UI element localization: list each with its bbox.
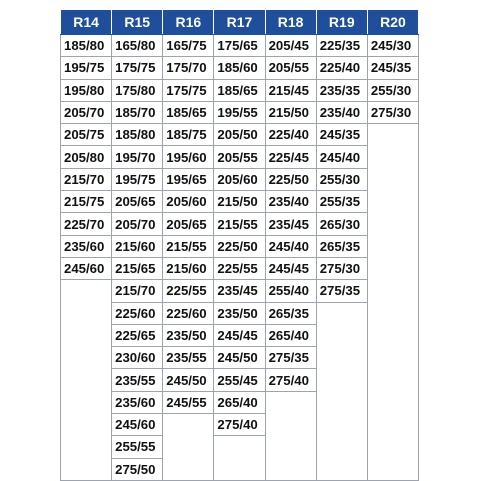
size-cell: 215/60	[163, 257, 214, 279]
size-cell: 275/40	[214, 414, 265, 436]
size-cell: 205/70	[112, 213, 163, 235]
header-r14: R14	[61, 10, 112, 35]
size-cell: 165/80	[112, 35, 163, 57]
empty-cell	[316, 458, 367, 480]
empty-cell	[163, 458, 214, 480]
size-cell: 185/60	[214, 57, 265, 79]
empty-cell	[61, 302, 112, 324]
table-row	[61, 369, 419, 391]
size-cell: 195/75	[61, 57, 112, 79]
size-cell: 205/65	[112, 191, 163, 213]
empty-cell	[367, 458, 418, 480]
size-cell: 255/30	[367, 79, 418, 101]
empty-cell	[367, 347, 418, 369]
header-row	[61, 10, 419, 35]
size-cell: 185/80	[61, 35, 112, 57]
empty-cell	[61, 391, 112, 413]
empty-cell	[316, 302, 367, 324]
size-cell: 255/35	[316, 191, 367, 213]
size-cell: 215/50	[265, 101, 316, 123]
size-cell: 205/60	[214, 168, 265, 190]
table-row	[61, 458, 419, 480]
header-r15: R15	[112, 10, 163, 35]
size-cell: 275/30	[316, 257, 367, 279]
size-cell: 245/60	[61, 257, 112, 279]
size-cell: 185/80	[112, 124, 163, 146]
size-cell: 195/60	[163, 146, 214, 168]
table-row	[61, 124, 419, 146]
empty-cell	[214, 458, 265, 480]
empty-cell	[265, 436, 316, 458]
empty-cell	[61, 436, 112, 458]
size-cell: 275/35	[316, 280, 367, 302]
header-r19: R19	[316, 10, 367, 35]
size-cell: 255/40	[265, 280, 316, 302]
table-row	[61, 101, 419, 123]
size-cell: 245/40	[316, 146, 367, 168]
size-cell: 195/65	[163, 168, 214, 190]
size-cell: 265/40	[265, 324, 316, 346]
size-cell: 245/35	[367, 57, 418, 79]
size-cell: 215/60	[112, 235, 163, 257]
empty-cell	[61, 458, 112, 480]
size-cell: 215/55	[214, 213, 265, 235]
empty-cell	[316, 347, 367, 369]
header-r16: R16	[163, 10, 214, 35]
size-cell: 255/55	[112, 436, 163, 458]
size-cell: 195/70	[112, 146, 163, 168]
size-cell: 235/35	[316, 79, 367, 101]
size-cell: 225/65	[112, 324, 163, 346]
size-cell: 175/70	[163, 57, 214, 79]
table-row	[61, 280, 419, 302]
size-cell: 245/40	[265, 235, 316, 257]
size-cell: 225/50	[265, 168, 316, 190]
size-cell: 205/55	[214, 146, 265, 168]
size-cell: 225/40	[265, 124, 316, 146]
empty-cell	[367, 168, 418, 190]
empty-cell	[316, 414, 367, 436]
size-cell: 265/35	[316, 235, 367, 257]
size-cell: 185/75	[163, 124, 214, 146]
empty-cell	[61, 280, 112, 302]
empty-cell	[61, 347, 112, 369]
size-cell: 205/80	[61, 146, 112, 168]
size-cell: 235/60	[61, 235, 112, 257]
size-cell: 175/80	[112, 79, 163, 101]
size-cell: 265/40	[214, 391, 265, 413]
empty-cell	[163, 414, 214, 436]
size-cell: 235/40	[316, 101, 367, 123]
size-cell: 215/75	[61, 191, 112, 213]
size-cell: 205/60	[163, 191, 214, 213]
size-cell: 225/55	[214, 257, 265, 279]
size-cell: 205/70	[61, 101, 112, 123]
size-cell: 235/40	[265, 191, 316, 213]
empty-cell	[367, 436, 418, 458]
empty-cell	[163, 436, 214, 458]
size-cell: 165/75	[163, 35, 214, 57]
size-cell: 235/50	[163, 324, 214, 346]
empty-cell	[265, 458, 316, 480]
table-row	[61, 57, 419, 79]
size-cell: 175/65	[214, 35, 265, 57]
size-cell: 225/60	[163, 302, 214, 324]
header-r20: R20	[367, 10, 418, 35]
table-row	[61, 436, 419, 458]
size-cell: 205/75	[61, 124, 112, 146]
empty-cell	[367, 324, 418, 346]
size-cell: 265/35	[265, 302, 316, 324]
table-row	[61, 235, 419, 257]
empty-cell	[214, 436, 265, 458]
size-cell: 225/40	[316, 57, 367, 79]
size-cell: 235/55	[112, 369, 163, 391]
size-cell: 245/45	[265, 257, 316, 279]
size-cell: 245/60	[112, 414, 163, 436]
empty-cell	[367, 391, 418, 413]
empty-cell	[367, 369, 418, 391]
empty-cell	[367, 146, 418, 168]
size-cell: 215/70	[112, 280, 163, 302]
size-cell: 275/30	[367, 101, 418, 123]
size-cell: 185/65	[214, 79, 265, 101]
empty-cell	[316, 391, 367, 413]
size-cell: 205/45	[265, 35, 316, 57]
size-cell: 230/60	[112, 347, 163, 369]
size-cell: 255/30	[316, 168, 367, 190]
table-row	[61, 324, 419, 346]
table-row	[61, 391, 419, 413]
empty-cell	[316, 324, 367, 346]
size-cell: 215/50	[214, 191, 265, 213]
size-cell: 235/45	[214, 280, 265, 302]
size-cell: 265/30	[316, 213, 367, 235]
size-cell: 275/40	[265, 369, 316, 391]
empty-cell	[61, 414, 112, 436]
table-row	[61, 191, 419, 213]
size-cell: 245/50	[163, 369, 214, 391]
size-cell: 215/45	[265, 79, 316, 101]
size-cell: 245/45	[214, 324, 265, 346]
empty-cell	[367, 191, 418, 213]
empty-cell	[367, 257, 418, 279]
empty-cell	[265, 414, 316, 436]
size-cell: 275/50	[112, 458, 163, 480]
size-cell: 235/50	[214, 302, 265, 324]
size-cell: 185/65	[163, 101, 214, 123]
size-cell: 205/55	[265, 57, 316, 79]
table-row	[61, 79, 419, 101]
size-cell: 225/50	[214, 235, 265, 257]
size-cell: 215/65	[112, 257, 163, 279]
empty-cell	[367, 414, 418, 436]
table-row	[61, 146, 419, 168]
size-cell: 245/50	[214, 347, 265, 369]
size-cell: 225/70	[61, 213, 112, 235]
size-cell: 235/60	[112, 391, 163, 413]
empty-cell	[367, 280, 418, 302]
table-row	[61, 302, 419, 324]
header-r17: R17	[214, 10, 265, 35]
table-body	[61, 35, 419, 481]
size-cell: 275/35	[265, 347, 316, 369]
size-cell: 245/55	[163, 391, 214, 413]
empty-cell	[367, 213, 418, 235]
size-cell: 215/55	[163, 235, 214, 257]
size-cell: 225/35	[316, 35, 367, 57]
size-cell: 225/45	[265, 146, 316, 168]
size-cell: 245/30	[367, 35, 418, 57]
empty-cell	[367, 124, 418, 146]
tire-size-table	[60, 10, 419, 481]
size-cell: 245/35	[316, 124, 367, 146]
size-cell: 235/45	[265, 213, 316, 235]
table-row	[61, 35, 419, 57]
size-cell: 205/50	[214, 124, 265, 146]
size-cell: 175/75	[112, 57, 163, 79]
empty-cell	[61, 369, 112, 391]
empty-cell	[367, 302, 418, 324]
size-cell: 195/75	[112, 168, 163, 190]
empty-cell	[61, 324, 112, 346]
table-row	[61, 213, 419, 235]
table-row	[61, 168, 419, 190]
size-cell: 175/75	[163, 79, 214, 101]
size-cell: 255/45	[214, 369, 265, 391]
table-row	[61, 414, 419, 436]
empty-cell	[316, 369, 367, 391]
empty-cell	[316, 436, 367, 458]
size-cell: 195/80	[61, 79, 112, 101]
empty-cell	[265, 391, 316, 413]
size-cell: 235/55	[163, 347, 214, 369]
size-cell: 215/70	[61, 168, 112, 190]
table-row	[61, 257, 419, 279]
size-cell: 185/70	[112, 101, 163, 123]
size-cell: 225/60	[112, 302, 163, 324]
size-cell: 195/55	[214, 101, 265, 123]
empty-cell	[367, 235, 418, 257]
size-cell: 205/65	[163, 213, 214, 235]
size-cell: 225/55	[163, 280, 214, 302]
header-r18: R18	[265, 10, 316, 35]
table-row	[61, 347, 419, 369]
